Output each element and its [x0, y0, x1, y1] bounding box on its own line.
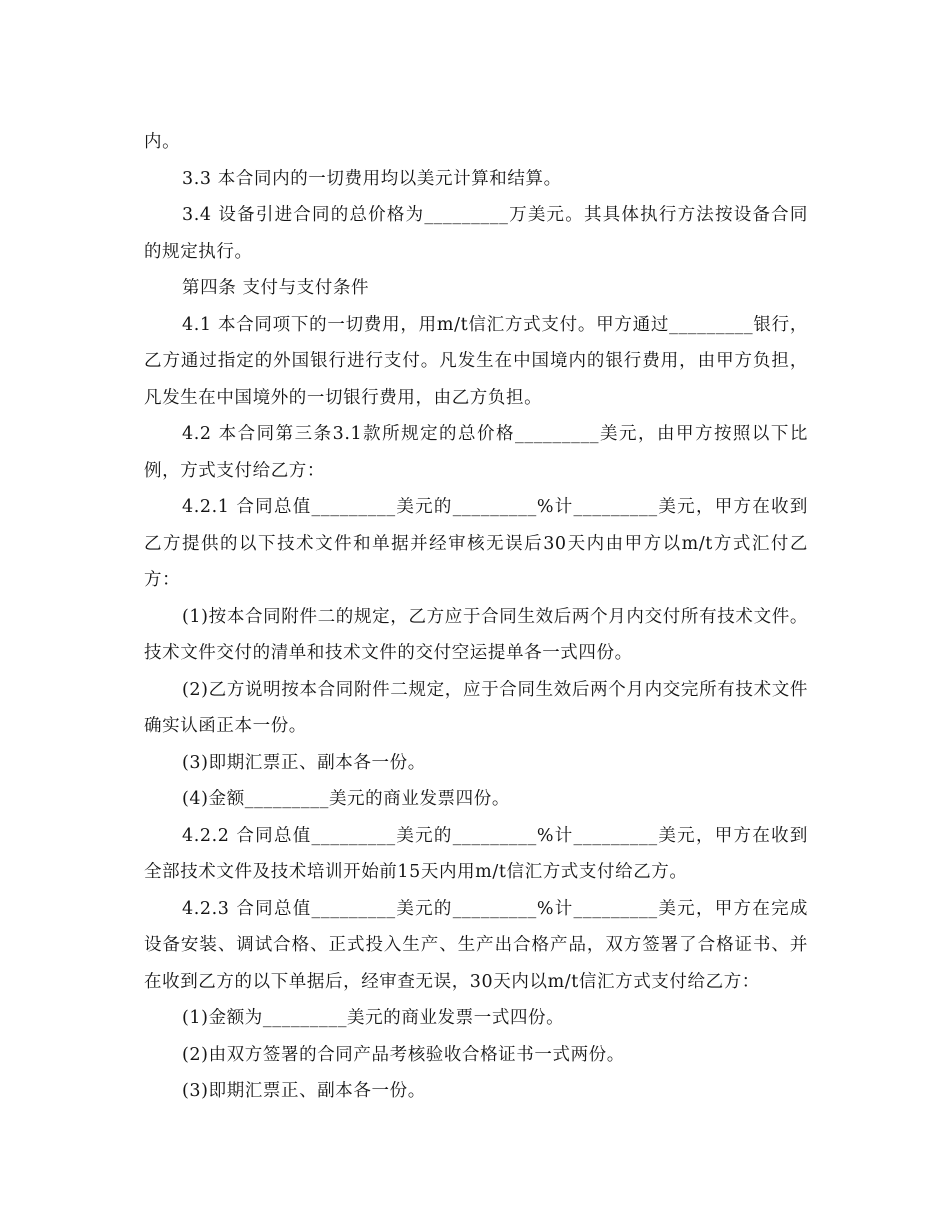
list-item-4-2-1-4: (4)金额_________美元的商业发票四份。 — [182, 789, 510, 809]
list-item-4-2-3-3: (3)即期汇票正、副本各一份。 — [182, 1081, 426, 1101]
paragraph-clause-4-2-2: 4.2.2 合同总值_________美元的_________%计_________美元，甲方在收到全部技术文件及技术培训开始前15天内用m/t信汇方式支付给乙方。 — [144, 825, 808, 882]
list-item-4-2-1-2: (2)乙方说明按本合同附件二规定，应于合同生效后两个月内交完所有技术文件确实认函正本一份。 — [144, 679, 808, 736]
paragraph-clause-4-2-1: 4.2.1 合同总值_________美元的_________%计_________美元，甲方在收到乙方提供的以下技术文件和单据并经审核无误后30天内由甲方以m/t方式汇付乙方： — [144, 497, 808, 590]
list-item-4-2-1-1: (1)按本合同附件二的规定，乙方应于合同生效后两个月内交付所有技术文件。技术文件交付的清单和技术文件的交付空运提单各一式四份。 — [144, 606, 808, 663]
paragraph-continuation: 内。 — [144, 132, 181, 152]
list-item-4-2-1-3: (3)即期汇票正、副本各一份。 — [182, 752, 426, 773]
document-body — [144, 124, 808, 1110]
list-item-4-2-3-2: (2)由双方签署的合同产品考核验收合格证书一式两份。 — [182, 1044, 625, 1065]
list-item-4-2-3-1: (1)金额为_________美元的商业发票一式四份。 — [182, 1008, 565, 1028]
paragraph-clause-4-1: 4.1 本合同项下的一切费用，用m/t信汇方式支付。甲方通过_________银行，乙方通过指定的外国银行进行支付。凡发生在中国境内的银行费用，由甲方负担，凡发生在中国境外的一切银行费用，由乙方负担。 — [144, 314, 808, 408]
paragraph-clause-4-2-3: 4.2.3 合同总值_________美元的_________%计_________美元，甲方在完成设备安装、调试合格、正式投入生产、生产出合格产品，双方签署了合格证书、并在收到乙方的以下单据后，经审查无误，30天内以m/t信汇方式支付给乙方： — [144, 898, 808, 992]
section-heading-article-4: 第四条 支付与支付条件 — [182, 278, 370, 298]
paragraph-clause-3-3: 3.3 本合同内的一切费用均以美元计算和结算。 — [182, 168, 562, 189]
paragraph-clause-4-2: 4.2 本合同第三条3.1款所规定的总价格_________美元，由甲方按照以下比例，方式支付给乙方： — [144, 424, 808, 481]
paragraph-clause-3-4: 3.4 设备引进合同的总价格为_________万美元。其具体执行方法按设备合同的规定执行。 — [144, 205, 808, 262]
